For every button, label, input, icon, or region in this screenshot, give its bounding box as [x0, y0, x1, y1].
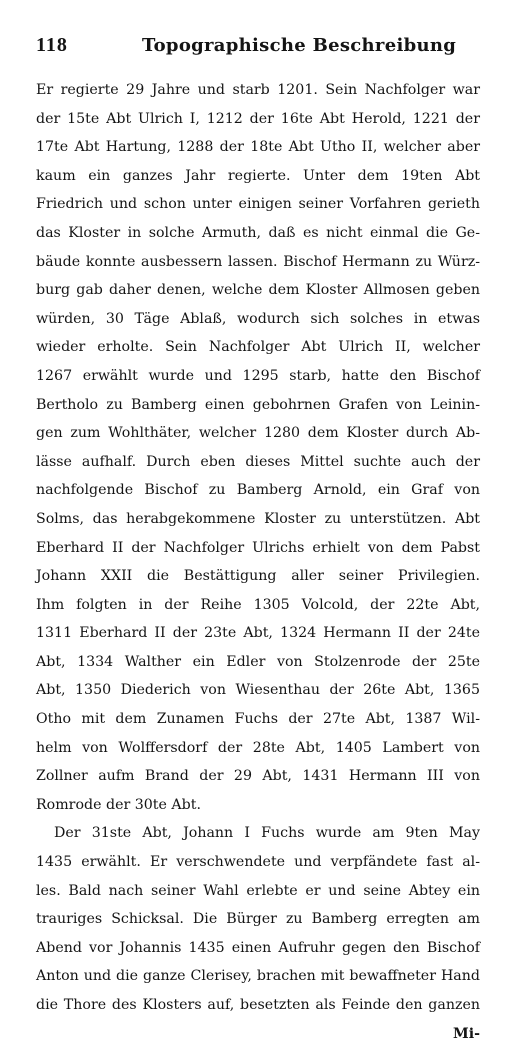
text-line: Der 31ste Abt, Johann I Fuchs wurde am 9ten May — [54, 825, 480, 842]
text-line: burg gab daher denen, welche dem Kloster Allmosen geben — [36, 282, 480, 299]
text-line: wieder erholte. Sein Nachfolger Abt Ulrich II, welcher — [36, 339, 480, 356]
text-line: das Kloster in solche Armuth, daß es nicht einmal die Ge- — [36, 224, 480, 241]
text-line: 1435 erwählt. Er verschwendete und verpfändete fast al- — [36, 854, 480, 871]
text-line: bäude konnte ausbessern lassen. Bischof Hermann zu Würz- — [36, 253, 480, 270]
book-page — [36, 34, 480, 1048]
text-line: Ihm folgten in der Reihe 1305 Volcold, der 22te Abt, — [36, 596, 480, 613]
text-line: trauriges Schicksal. Die Bürger zu Bamberg erregten am — [36, 911, 480, 928]
text-line: Bertholo zu Bamberg einen gebohrnen Grafen von Leinin- — [36, 396, 480, 413]
text-line: 17te Abt Hartung, 1288 der 18te Abt Utho II, welcher aber — [36, 139, 480, 156]
text-line: gen zum Wohlthäter, welcher 1280 dem Kloster durch Ab- — [36, 425, 480, 442]
text-line: Anton und die ganze Clerisey, brachen mit bewaffneter Hand — [36, 968, 480, 985]
text-line: helm von Wolffersdorf der 28te Abt, 1405 Lambert von — [36, 739, 480, 756]
text-line: die Thore des Klosters auf, besetzten als Feinde den ganzen — [36, 997, 480, 1013]
text-line: Romrode der 30te Abt. — [36, 796, 201, 813]
text-line: der 15te Abt Ulrich I, 1212 der 16te Abt Herold, 1221 der — [36, 110, 480, 127]
text-line: Eberhard II der Nachfolger Ulrichs erhielt von dem Pabst — [36, 539, 480, 556]
text-line: 1311 Eberhard II der 23te Abt, 1324 Hermann II der 24te — [36, 625, 480, 642]
text-line: Zollner aufm Brand der 29 Abt, 1431 Hermann III von — [36, 768, 480, 785]
running-head: Topographische Beschreibung — [142, 35, 457, 56]
text-line: Abend vor Johannis 1435 einen Aufruhr gegen den Bischof — [36, 939, 480, 956]
text-line: würden, 30 Täge Ablaß, wodurch sich solches in etwas — [36, 310, 480, 327]
page-header — [36, 34, 480, 64]
catchword: Mi- — [453, 1025, 480, 1042]
page-number: 118 — [36, 34, 68, 56]
text-line: 1267 erwählt wurde und 1295 starb, hatte den Bischof — [36, 367, 480, 384]
text-line: Johann XXII die Bestättigung aller seiner Privilegien. — [36, 568, 480, 585]
body-text — [36, 76, 480, 1020]
text-line: Friedrich und schon unter einigen seiner Vorfahren gerieth — [36, 196, 480, 213]
text-line: kaum ein ganzes Jahr regierte. Unter dem 19ten Abt — [36, 167, 480, 184]
text-line: Solms, das herabgekommene Kloster zu unterstützen. Abt — [36, 510, 480, 527]
text-line: Er regierte 29 Jahre und starb 1201. Sein Nachfolger war — [36, 82, 480, 98]
text-line: lässe aufhalf. Durch eben dieses Mittel suchte auch der — [36, 453, 480, 470]
text-line: Otho mit dem Zunamen Fuchs der 27te Abt, 1387 Wil- — [36, 711, 480, 728]
text-line: Abt, 1350 Diederich von Wiesenthau der 26te Abt, 1365 — [36, 682, 480, 699]
text-line: nachfolgende Bischof zu Bamberg Arnold, ein Graf von — [36, 482, 480, 499]
text-line: Abt, 1334 Walther ein Edler von Stolzenrode der 25te — [36, 653, 480, 670]
text-line: les. Bald nach seiner Wahl erlebte er und seine Abtey ein — [36, 882, 480, 899]
